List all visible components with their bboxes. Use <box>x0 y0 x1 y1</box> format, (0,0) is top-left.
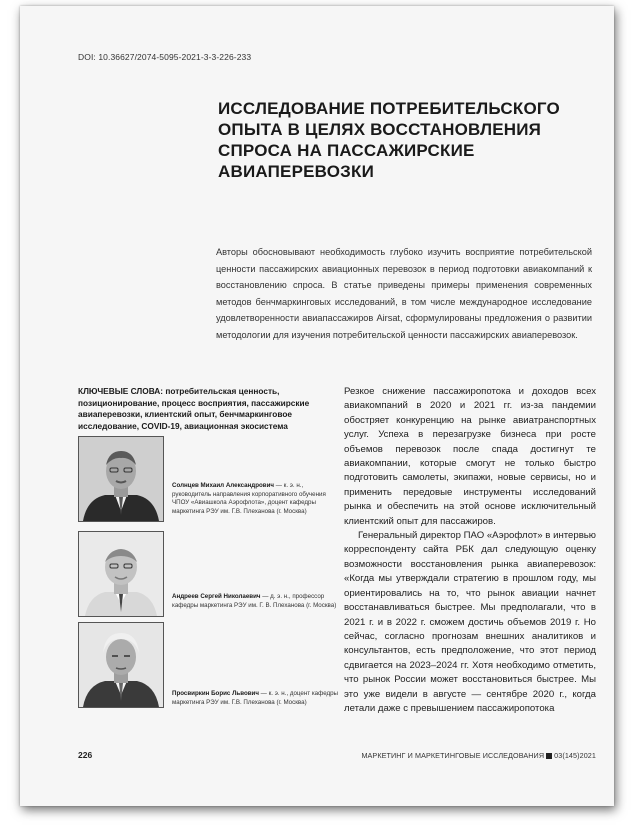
author-details-1: — к. э. н., руководитель направления корпоративного обучения ЧПОУ «Авиашкола Аэрофлота», доцент кафедры маркетинга РЭУ им. Г.В. Плеханова (г. Москва) <box>172 482 326 515</box>
author-name-3: Просвиркин Борис Львович <box>172 690 259 697</box>
author-name-1: Солнцев Михаил Александрович <box>172 482 274 489</box>
square-bullet-icon <box>546 753 552 759</box>
journal-footer <box>361 751 596 760</box>
journal-page <box>20 6 614 806</box>
author-details-3: — к. э. н., доцент кафедры маркетинга РЭУ им. Г.В. Плеханова (г. Москва) <box>172 690 338 706</box>
abstract-text: Авторы обосновывают необходимость глубоко изучить восприятие потребительской ценности пассажирских авиационных перевозок в период подготовки авиакомпаний к восстановлению спроса. В статье приведены примеры применения современных методов бенчмаркинговых исследований, в том числе международное исследование удовлетворенности авиапассажиров Airsat, сформулированы предложения о развитии методологии для изучения потребительской ценности пассажирских авиаперевозок. <box>216 247 592 340</box>
body-paragraph-2: Генеральный директор ПАО «Аэрофлот» в интервью корреспонденту сайта РБК дал следующую оценку возможности восстановления рынка авиаперевозок: «Когда мы утверждали стратегию в прошлом году, мы ориентировались на то, что рынок авиации начнет восстанавливаться быстрее. Мы предполагали, что в 2021 г. и в 2022 г. сможем достичь объемов 2019 г. Но сейчас, согласно прогнозам внешних аналитиков и консультантов, есть предположение, что этот период сдвигается на 2023–2024 гг. Хотя необходимо отметить, что рынок России может восстановиться быстрее. Мы это уже видели в августе — сентябре 2020 г., когда летали даже с превышением пассажиропотока <box>344 530 596 714</box>
author-photo-2 <box>78 531 164 617</box>
author-bio-2 <box>172 593 340 610</box>
page-number: 226 <box>78 750 93 760</box>
article-abstract <box>216 244 592 344</box>
author-bio-3 <box>172 690 340 707</box>
author-card-3 <box>78 622 348 706</box>
author-photo-1 <box>78 436 164 522</box>
author-name-2: Андреев Сергей Николаевич <box>172 593 261 600</box>
author-bio-1 <box>172 482 340 516</box>
body-paragraph-1: Резкое снижение пассажиропотока и доходов всех авиакомпаний в 2020 и 2021 гг. из-за пандемии обостряет конкуренцию на рынке авиатранспортных услуг. Успеха в перезагрузке бизнеса при росте объемов перевозок после спада достигнут те авиакомпании, которые смогут не только быстро подготовить самолеты, экипажи, новые сервисы, но и применить передовые инструменты исследований рынка и обеспечить на этой основе исключительный клиентский опыт для пассажиров. <box>344 386 596 527</box>
author-card-1 <box>78 436 348 520</box>
keywords-block: КЛЮЧЕВЫЕ СЛОВА: потребительская ценность, позиционирование, процесс восприятия, пассажирские авиаперевозки, клиентский опыт, бенчмаркинговое исследование, COVID-19, авиационная экосистема <box>78 386 310 431</box>
author-details-2: — д. э. н., профессор кафедры маркетинга РЭУ им. Г. В. Плеханова (г. Москва) <box>172 593 337 609</box>
doi-label: DOI: 10.36627/2074-5095-2021-3-3-226-233 <box>78 52 252 62</box>
issue-number: 03(145)2021 <box>554 751 596 760</box>
author-card-2 <box>78 531 348 615</box>
journal-name: МАРКЕТИНГ И МАРКЕТИНГОВЫЕ ИССЛЕДОВАНИЯ <box>361 751 545 760</box>
article-title: ИССЛЕДОВАНИЕ ПОТРЕБИТЕЛЬСКОГО ОПЫТА В ЦЕЛЯХ ВОССТАНОВЛЕНИЯ СПРОСА НА ПАССАЖИРСКИЕ АВИАПЕРЕВОЗКИ <box>218 99 560 181</box>
article-body <box>344 385 596 716</box>
author-photo-3 <box>78 622 164 708</box>
